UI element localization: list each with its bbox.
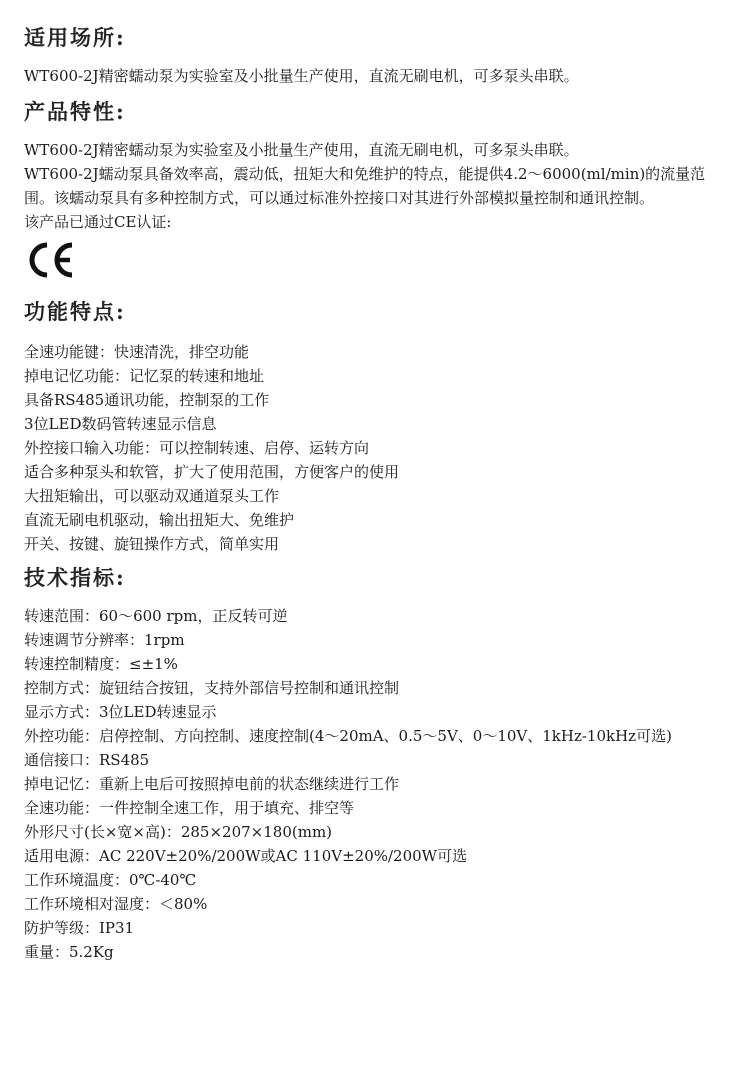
spec-item: 外控功能：启停控制、方向控制、速度控制(4～20mA、0.5～5V、0～10V、1kHz-10kHz可选) [24, 727, 672, 745]
functions-item: 外控接口输入功能：可以控制转速、启停、运转方向 [24, 439, 370, 457]
functions-item: 直流无刷电机驱动，输出扭矩大、免维护 [24, 511, 295, 529]
ce-mark-logo [26, 240, 78, 280]
spec-item: 外形尺寸(长×宽×高)：285×207×180(mm) [24, 823, 333, 841]
functions-heading: 功能特点: [24, 299, 126, 324]
specs-list [24, 604, 724, 964]
functions-item: 开关、按键、旋钮操作方式，简单实用 [24, 535, 280, 553]
spec-item: 控制方式：旋钮结合按钮，支持外部信号控制和通讯控制 [24, 679, 400, 697]
features-line-2: WT600-2J蠕动泵具备效率高，震动低，扭矩大和免维护的特点，能提供4.2～6000(ml/min)的流量范围。该蠕动泵具有多种控制方式，可以通过标准外控接口对其进行外部模拟量控制和通讯控制。 [24, 165, 706, 207]
spec-item: 工作环境相对湿度：＜80% [24, 895, 208, 913]
spec-item: 转速范围：60～600 rpm，正反转可逆 [24, 607, 288, 625]
usage-text: WT600-2J精密蠕动泵为实验室及小批量生产使用，直流无刷电机，可多泵头串联。 [24, 67, 579, 85]
specs-heading: 技术指标: [24, 565, 126, 590]
features-line-1: WT600-2J精密蠕动泵为实验室及小批量生产使用，直流无刷电机，可多泵头串联。 [24, 141, 579, 159]
product-document [24, 22, 724, 964]
spec-item: 防护等级：IP31 [24, 919, 135, 937]
spec-item: 通信接口：RS485 [24, 751, 150, 769]
spec-item: 转速控制精度：≤±1% [24, 655, 178, 673]
spec-item: 工作环境温度：0℃-40℃ [24, 871, 197, 889]
spec-item: 转速调节分辨率：1rpm [24, 631, 185, 649]
spec-item: 全速功能：一件控制全速工作，用于填充、排空等 [24, 799, 355, 817]
spec-item: 适用电源：AC 220V±20%/200W或AC 110V±20%/200W可选 [24, 847, 468, 865]
features-line-3: 该产品已通过CE认证: [24, 213, 172, 231]
features-heading: 产品特性: [24, 99, 126, 124]
functions-item: 掉电记忆功能：记忆泵的转速和地址 [24, 367, 265, 385]
functions-item: 全速功能键：快速清洗，排空功能 [24, 343, 250, 361]
functions-item: 适合多种泵头和软管，扩大了使用范围，方便客户的使用 [24, 463, 400, 481]
functions-item: 大扭矩输出，可以驱动双通道泵头工作 [24, 487, 280, 505]
functions-item: 具备RS485通讯功能，控制泵的工作 [24, 391, 270, 409]
spec-item: 显示方式：3位LED转速显示 [24, 703, 217, 721]
spec-item: 掉电记忆：重新上电后可按照掉电前的状态继续进行工作 [24, 775, 400, 793]
usage-heading: 适用场所: [24, 25, 126, 50]
functions-list [24, 340, 724, 556]
spec-item: 重量：5.2Kg [24, 943, 114, 961]
functions-item: 3位LED数码管转速显示信息 [24, 415, 217, 433]
